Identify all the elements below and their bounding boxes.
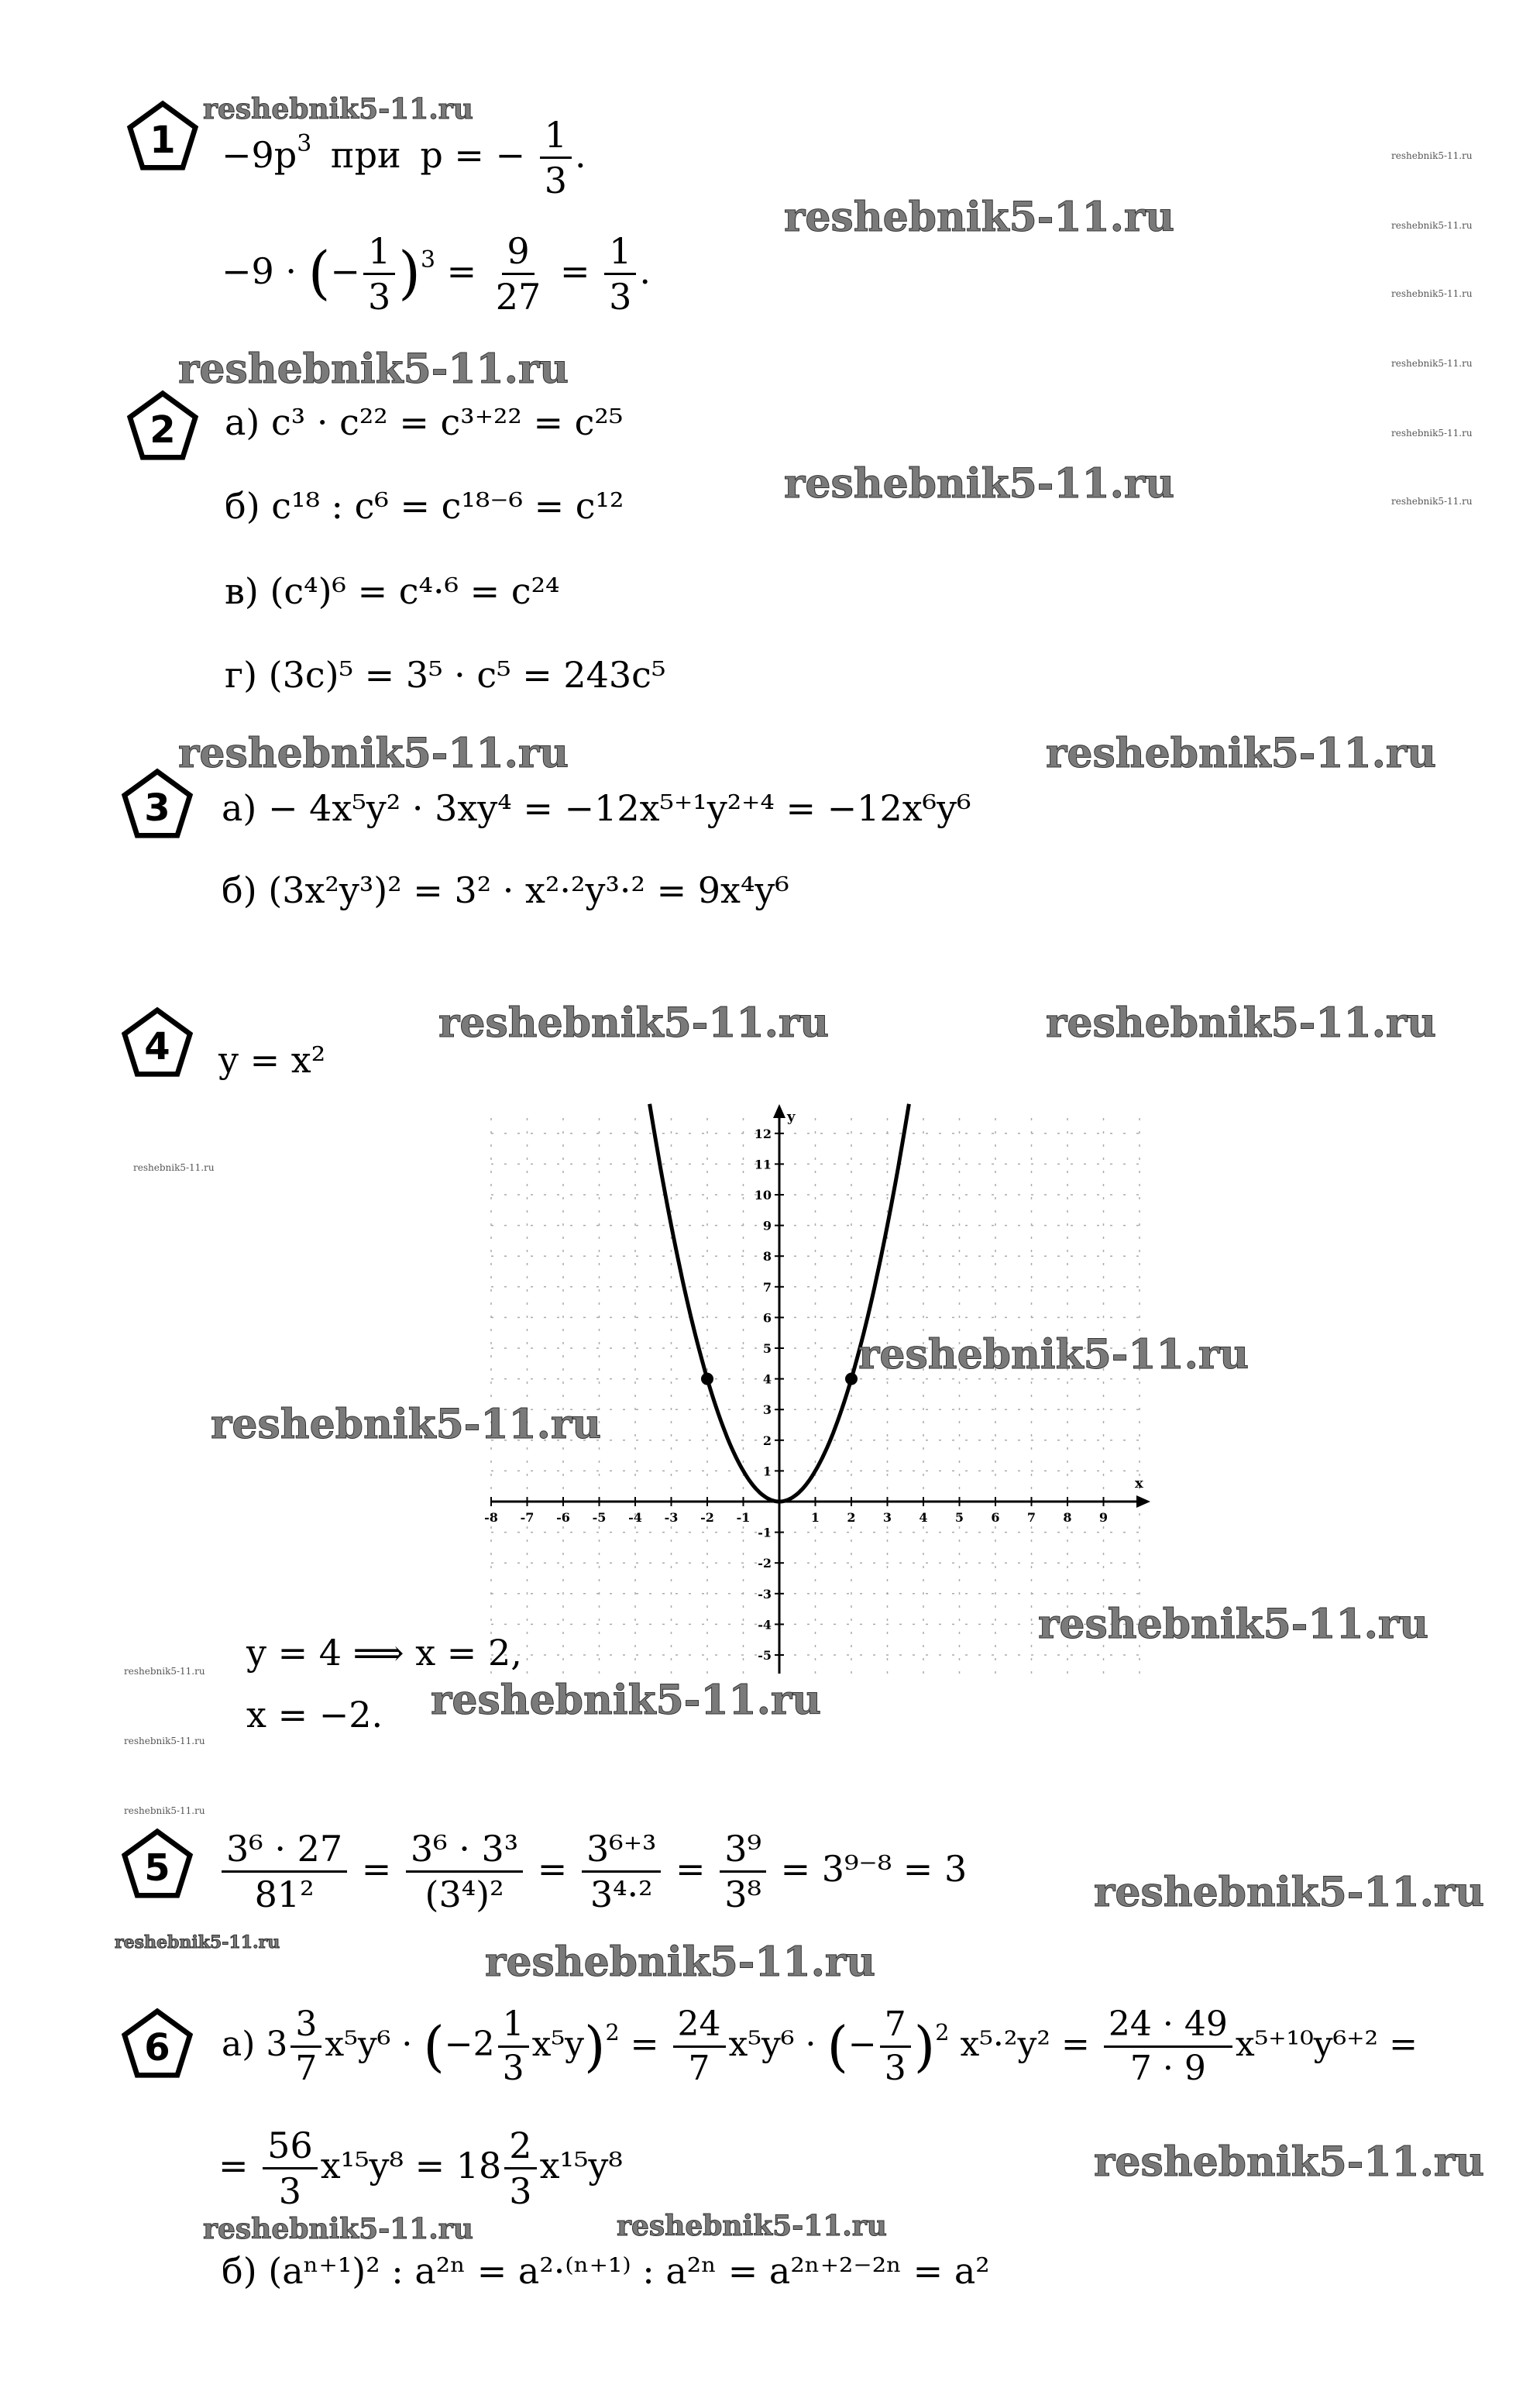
marked-point <box>845 1373 858 1385</box>
watermark: reshebnik5-11.ru <box>1046 1000 1437 1047</box>
x-tick-label: -5 <box>592 1510 607 1525</box>
watermark: reshebnik5-11.ru <box>858 1331 1250 1378</box>
svg-text:6: 6 <box>144 2026 170 2070</box>
y-tick-label: 1 <box>762 1464 772 1479</box>
watermark: reshebnik5-11.ru <box>1391 220 1473 231</box>
watermark: reshebnik5-11.ru <box>1391 428 1473 439</box>
watermark: reshebnik5-11.ru <box>124 1736 205 1746</box>
x-tick-label: 3 <box>882 1510 892 1525</box>
problem-number-2 <box>125 389 200 463</box>
p6-b: б) (aⁿ⁺¹)² : a²ⁿ = a²·⁽ⁿ⁺¹⁾ : a²ⁿ = a²ⁿ⁺²⁻²ⁿ = a² <box>222 2250 990 2292</box>
p5-expression: $\frac{\text{3⁶ · 27}}{\text{81²}}$ = $\frac{\text{3⁶ · 3³}}{\text{(3⁴)²}}$ = $\frac{\text{3⁶⁺³}}{\text{3⁴·²}}$ = $\frac{\text{3⁹}}{\text{3⁸}}$ = 3⁹⁻⁸ = 3 <box>218 1830 967 1914</box>
watermark: reshebnik5-11.ru <box>1391 288 1473 299</box>
watermark: reshebnik5-11.ru <box>485 1939 876 1986</box>
x-tick-label: -7 <box>520 1510 535 1525</box>
watermark: reshebnik5-11.ru <box>115 1932 280 1953</box>
p6-a-line2: = $\frac{56}{3}$ x¹⁵y⁸ = 18 $\frac{2}{3}$ x¹⁵y⁸ <box>218 2125 623 2213</box>
watermark: reshebnik5-11.ru <box>178 346 569 393</box>
watermark: reshebnik5-11.ru <box>431 1677 822 1724</box>
y-tick-label: 3 <box>762 1402 772 1418</box>
x-tick-label: 6 <box>991 1510 1000 1525</box>
x-tick-label: 4 <box>919 1510 928 1525</box>
x-tick-label: -4 <box>628 1510 642 1525</box>
p2-v: в) (c⁴)⁶ = c⁴·⁶ = c²⁴ <box>225 570 560 612</box>
p4-answer-2: x = −2. <box>246 1694 383 1736</box>
y-tick-label: 8 <box>762 1249 772 1264</box>
watermark: reshebnik5-11.ru <box>211 1401 602 1448</box>
p4-function: y = x² <box>218 1039 326 1081</box>
y-tick-label: 2 <box>762 1433 772 1448</box>
y-tick-label: 12 <box>754 1126 772 1141</box>
p1-condition: $-9p^3$ при p = − $\frac{1}{3}$ . <box>222 114 586 202</box>
y-tick-label: 7 <box>762 1279 772 1295</box>
watermark: reshebnik5-11.ru <box>133 1162 215 1173</box>
x-tick-label: 8 <box>1063 1510 1072 1525</box>
problem-number-6 <box>120 2007 194 2081</box>
problem-number-5 <box>120 1827 194 1901</box>
watermark: reshebnik5-11.ru <box>1094 2138 1485 2186</box>
problem-number-4 <box>120 1006 194 1080</box>
watermark: reshebnik5-11.ru <box>438 1000 830 1047</box>
y-tick-label: -1 <box>758 1525 772 1540</box>
y-tick-label: -4 <box>758 1617 772 1633</box>
p3-b: б) (3x²y³)² = 3² · x²·²y³·² = 9x⁴y⁶ <box>222 869 789 911</box>
watermark: reshebnik5-11.ru <box>124 1666 205 1677</box>
x-tick-label: -1 <box>736 1510 751 1525</box>
y-tick-label: -2 <box>758 1556 772 1571</box>
x-tick-label: 7 <box>1026 1510 1036 1525</box>
y-tick-label: -5 <box>758 1648 772 1663</box>
x-tick-label: -3 <box>664 1510 679 1525</box>
x-axis-label: x <box>1135 1475 1143 1492</box>
p2-a: а) c³ · c²² = c³⁺²² = c²⁵ <box>225 401 624 443</box>
problem-number-1 <box>125 99 200 174</box>
p1-solution: −9 · (− $\frac{1}{3}$ )$^3$ = $\frac{9}{27}$ = $\frac{1}{3}$ . <box>222 230 651 318</box>
y-axis-arrow <box>773 1104 785 1118</box>
x-tick-label: 1 <box>810 1510 820 1525</box>
watermark: reshebnik5-11.ru <box>178 730 569 777</box>
watermark: reshebnik5-11.ru <box>203 2213 473 2245</box>
p3-a: а) − 4x⁵y² · 3xy⁴ = −12x⁵⁺¹y²⁺⁴ = −12x⁶y⁶ <box>222 787 971 829</box>
watermark: reshebnik5-11.ru <box>1094 1869 1485 1916</box>
watermark: reshebnik5-11.ru <box>1391 150 1473 161</box>
svg-text:1: 1 <box>150 119 176 163</box>
svg-text:2: 2 <box>150 408 176 452</box>
svg-text:5: 5 <box>144 1846 170 1891</box>
watermark: reshebnik5-11.ru <box>784 460 1175 507</box>
watermark: reshebnik5-11.ru <box>203 93 473 126</box>
x-tick-label: -6 <box>556 1510 570 1525</box>
x-tick-label: 9 <box>1098 1510 1109 1525</box>
x-tick-label: 2 <box>847 1510 856 1525</box>
y-tick-label: 10 <box>754 1188 772 1202</box>
x-tick-label: -8 <box>484 1510 498 1525</box>
x-tick-label: 5 <box>954 1510 964 1525</box>
watermark: reshebnik5-11.ru <box>124 1805 205 1816</box>
y-axis-label: y <box>787 1109 796 1126</box>
watermark: reshebnik5-11.ru <box>1391 358 1473 369</box>
p2-g: г) (3c)⁵ = 3⁵ · c⁵ = 243c⁵ <box>225 654 666 696</box>
svg-text:3: 3 <box>144 786 170 831</box>
y-tick-label: 4 <box>762 1371 772 1387</box>
y-tick-label: 9 <box>762 1218 772 1233</box>
watermark: reshebnik5-11.ru <box>1046 730 1437 777</box>
watermark: reshebnik5-11.ru <box>784 194 1175 241</box>
y-tick-label: -3 <box>758 1586 772 1602</box>
x-axis-arrow <box>1136 1495 1150 1508</box>
p4-answer-1: y = 4 ⟹ x = 2, <box>246 1632 522 1674</box>
svg-text:4: 4 <box>144 1025 170 1069</box>
y-tick-label: 5 <box>762 1341 772 1356</box>
watermark: reshebnik5-11.ru <box>617 2210 887 2242</box>
p2-b: б) c¹⁸ : c⁶ = c¹⁸⁻⁶ = c¹² <box>225 485 624 527</box>
watermark: reshebnik5-11.ru <box>1391 496 1473 507</box>
watermark: reshebnik5-11.ru <box>1038 1601 1429 1648</box>
problem-number-3 <box>120 767 194 841</box>
y-tick-label: 11 <box>754 1157 772 1172</box>
x-tick-label: -2 <box>700 1510 714 1525</box>
p6-a-line1: а) 3 $\frac{3}{7}$ x⁵y⁶ · (−2 $\frac{1}{3}$ x⁵y)$^2$ = $\frac{24}{7}$ x⁵y⁶ · (− $\frac{7}{3}$ )$^2$ x⁵·²y² = $\frac{24 \cdot 49}{7 \cdot 9}$ x⁵⁺¹⁰y⁶⁺² = <box>222 2004 1418 2089</box>
y-tick-label: 6 <box>762 1310 772 1326</box>
marked-point <box>701 1373 713 1385</box>
